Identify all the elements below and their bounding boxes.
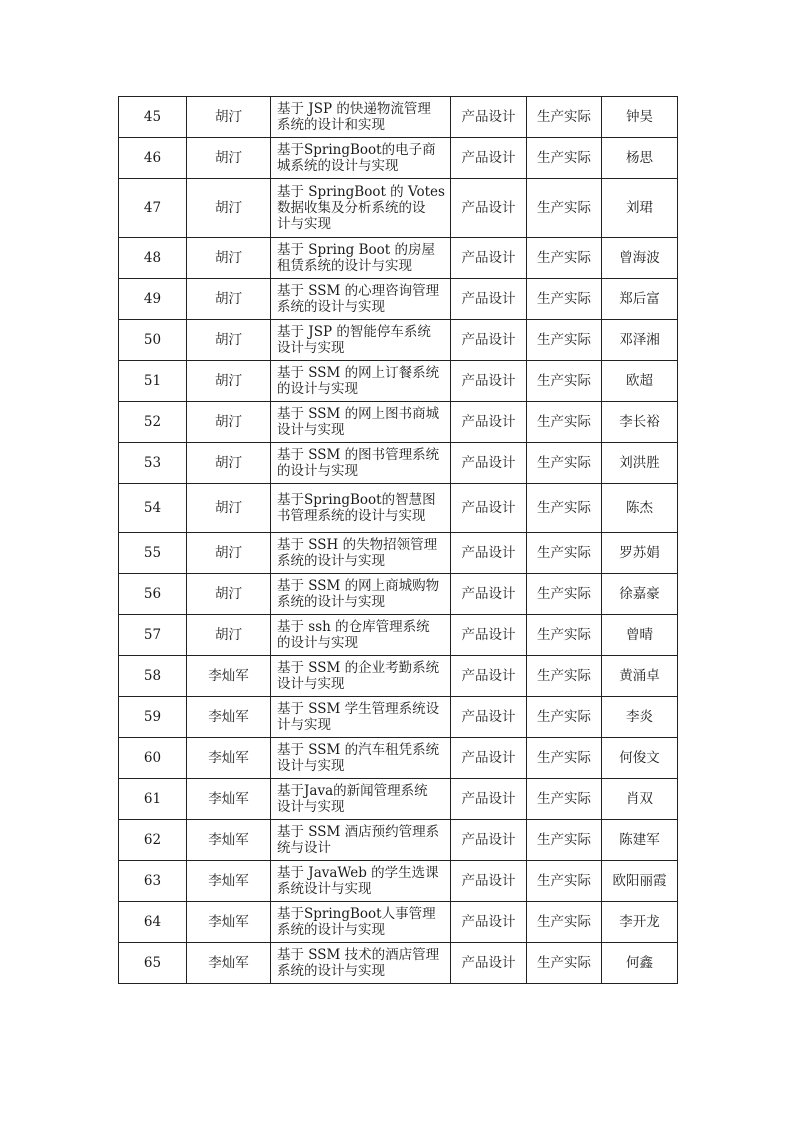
topic-source: 生产实际 — [527, 779, 602, 820]
advisor-name: 胡汀 — [187, 138, 271, 179]
topic-source: 生产实际 — [527, 902, 602, 943]
student-name: 邓泽湘 — [602, 320, 678, 361]
student-name: 徐嘉豪 — [602, 574, 678, 615]
topic-type: 产品设计 — [451, 656, 527, 697]
advisor-name: 胡汀 — [187, 97, 271, 138]
topic-title — [271, 402, 451, 443]
row-number: 46 — [119, 138, 187, 179]
row-number: 54 — [119, 484, 187, 533]
topic-title — [271, 97, 451, 138]
topic-title-line: 设计与实现 — [277, 676, 345, 692]
topic-source: 生产实际 — [527, 279, 602, 320]
table-row — [119, 361, 678, 402]
row-number: 63 — [119, 861, 187, 902]
topic-source: 生产实际 — [527, 238, 602, 279]
topic-title — [271, 697, 451, 738]
student-name: 李炎 — [602, 697, 678, 738]
topic-type: 产品设计 — [451, 361, 527, 402]
student-name: 李开龙 — [602, 902, 678, 943]
topic-source: 生产实际 — [527, 574, 602, 615]
advisor-name: 李灿军 — [187, 943, 271, 984]
topic-title — [271, 574, 451, 615]
topic-title-line: 城系统的设计与实现 — [277, 158, 399, 174]
topic-title-line: 计与实现 — [277, 216, 331, 232]
topic-type: 产品设计 — [451, 533, 527, 574]
student-name: 陈杰 — [602, 484, 678, 533]
student-name: 陈建军 — [602, 820, 678, 861]
topic-title-line: 的设计与实现 — [277, 635, 358, 651]
topic-title — [271, 779, 451, 820]
table-row — [119, 656, 678, 697]
topic-type: 产品设计 — [451, 320, 527, 361]
student-name: 曾海波 — [602, 238, 678, 279]
student-name: 刘洪胜 — [602, 443, 678, 484]
topic-title-line: 基于SpringBoot的智慧图 — [277, 492, 436, 508]
topic-title-line: 数据收集及分析系统的设 — [277, 200, 426, 216]
topic-title-line: 系统的设计与实现 — [277, 963, 385, 979]
topic-title-line: 基于 SSM 的网上商城购物 — [277, 578, 440, 594]
table-row — [119, 238, 678, 279]
topic-title-line: 基于 SSM 学生管理系统设 — [277, 701, 440, 717]
student-name: 曾晴 — [602, 615, 678, 656]
topic-title-line: 基于SpringBoot的电子商 — [277, 142, 436, 158]
topic-title-line: 基于 JSP 的快递物流管理 — [277, 101, 431, 117]
student-name: 何俊文 — [602, 738, 678, 779]
topic-source: 生产实际 — [527, 484, 602, 533]
table-row — [119, 320, 678, 361]
row-number: 64 — [119, 902, 187, 943]
table-row — [119, 279, 678, 320]
topic-title-line: 基于 JSP 的智能停车系统 — [277, 324, 431, 340]
topic-source: 生产实际 — [527, 861, 602, 902]
topic-title-line: 基于 SSM 的心理咨询管理 — [277, 283, 440, 299]
topic-title-line: 书管理系统的设计与实现 — [277, 508, 426, 524]
table-row — [119, 138, 678, 179]
topic-title — [271, 138, 451, 179]
table-row — [119, 615, 678, 656]
row-number: 56 — [119, 574, 187, 615]
topic-title-line: 基于 SSM 技术的酒店管理 — [277, 947, 440, 963]
table-row — [119, 443, 678, 484]
topic-table-body — [119, 97, 678, 984]
topic-type: 产品设计 — [451, 402, 527, 443]
table-row — [119, 402, 678, 443]
topic-title — [271, 738, 451, 779]
student-name: 欧阳丽霞 — [602, 861, 678, 902]
topic-title — [271, 179, 451, 238]
topic-source: 生产实际 — [527, 320, 602, 361]
advisor-name: 胡汀 — [187, 320, 271, 361]
topic-title — [271, 656, 451, 697]
row-number: 58 — [119, 656, 187, 697]
row-number: 47 — [119, 179, 187, 238]
row-number: 61 — [119, 779, 187, 820]
topic-source: 生产实际 — [527, 656, 602, 697]
topic-title-line: 的设计与实现 — [277, 463, 358, 479]
row-number: 45 — [119, 97, 187, 138]
topic-source: 生产实际 — [527, 533, 602, 574]
topic-type: 产品设计 — [451, 738, 527, 779]
topic-title — [271, 484, 451, 533]
table-row — [119, 697, 678, 738]
advisor-name: 李灿军 — [187, 738, 271, 779]
topic-title-line: 设计与实现 — [277, 422, 345, 438]
topic-title-line: 基于 SSM 的网上订餐系统 — [277, 365, 440, 381]
table-row — [119, 738, 678, 779]
topic-type: 产品设计 — [451, 615, 527, 656]
advisor-name: 李灿军 — [187, 697, 271, 738]
topic-title — [271, 443, 451, 484]
row-number: 62 — [119, 820, 187, 861]
topic-title-line: 的设计与实现 — [277, 381, 358, 397]
advisor-name: 胡汀 — [187, 179, 271, 238]
topic-source: 生产实际 — [527, 820, 602, 861]
topic-source: 生产实际 — [527, 738, 602, 779]
table-row — [119, 902, 678, 943]
topic-title-line: 租赁系统的设计与实现 — [277, 258, 412, 274]
row-number: 57 — [119, 615, 187, 656]
topic-type: 产品设计 — [451, 574, 527, 615]
topic-type: 产品设计 — [451, 443, 527, 484]
advisor-name: 胡汀 — [187, 484, 271, 533]
topic-title — [271, 533, 451, 574]
table-row — [119, 779, 678, 820]
student-name: 刘珺 — [602, 179, 678, 238]
topic-title — [271, 820, 451, 861]
topic-title — [271, 615, 451, 656]
topic-type: 产品设计 — [451, 943, 527, 984]
topic-title-line: 基于 SSM 的企业考勤系统 — [277, 660, 440, 676]
topic-title-line: 基于 SSM 的图书管理系统 — [277, 447, 440, 463]
topic-title-line: 系统的设计与实现 — [277, 594, 385, 610]
topic-source: 生产实际 — [527, 138, 602, 179]
topic-source: 生产实际 — [527, 361, 602, 402]
topic-source: 生产实际 — [527, 402, 602, 443]
topic-source: 生产实际 — [527, 179, 602, 238]
topic-title-line: 系统的设计与实现 — [277, 299, 385, 315]
topic-type: 产品设计 — [451, 238, 527, 279]
topic-source: 生产实际 — [527, 443, 602, 484]
table-row — [119, 861, 678, 902]
topic-title-line: 基于 SSM 的汽车租凭系统 — [277, 742, 440, 758]
topic-type: 产品设计 — [451, 861, 527, 902]
advisor-name: 李灿军 — [187, 779, 271, 820]
student-name: 黄涌卓 — [602, 656, 678, 697]
topic-title-line: 基于Java的新闻管理系统 — [277, 783, 428, 799]
topic-title-line: 系统的设计与实现 — [277, 922, 385, 938]
row-number: 55 — [119, 533, 187, 574]
advisor-name: 胡汀 — [187, 279, 271, 320]
advisor-name: 胡汀 — [187, 533, 271, 574]
topic-type: 产品设计 — [451, 179, 527, 238]
topic-source: 生产实际 — [527, 943, 602, 984]
table-row — [119, 943, 678, 984]
advisor-name: 李灿军 — [187, 902, 271, 943]
topic-title-line: 基于 SpringBoot 的 Votes — [277, 184, 445, 200]
topic-title-line: 系统的设计和实现 — [277, 117, 385, 133]
student-name: 罗苏娟 — [602, 533, 678, 574]
topic-title-line: 设计与实现 — [277, 340, 345, 356]
topic-title-line: 系统的设计与实现 — [277, 553, 385, 569]
table-row — [119, 97, 678, 138]
topic-title-line: 统与设计 — [277, 840, 331, 856]
row-number: 51 — [119, 361, 187, 402]
topic-title-line: 基于 SSH 的失物招领管理 — [277, 537, 438, 553]
topic-title — [271, 279, 451, 320]
row-number: 59 — [119, 697, 187, 738]
topic-title — [271, 902, 451, 943]
topic-title — [271, 238, 451, 279]
topic-title-line: 基于SpringBoot人事管理 — [277, 906, 436, 922]
topic-title-line: 基于 JavaWeb 的学生选课 — [277, 865, 439, 881]
topic-type: 产品设计 — [451, 902, 527, 943]
table-row — [119, 574, 678, 615]
topic-type: 产品设计 — [451, 484, 527, 533]
table-row — [119, 820, 678, 861]
advisor-name: 李灿军 — [187, 861, 271, 902]
topic-source: 生产实际 — [527, 697, 602, 738]
advisor-name: 李灿军 — [187, 820, 271, 861]
student-name: 欧超 — [602, 361, 678, 402]
topic-title-line: 计与实现 — [277, 717, 331, 733]
topic-title-line: 基于 ssh 的仓库管理系统 — [277, 619, 430, 635]
student-name: 钟昊 — [602, 97, 678, 138]
topic-type: 产品设计 — [451, 697, 527, 738]
student-name: 郑后富 — [602, 279, 678, 320]
row-number: 52 — [119, 402, 187, 443]
topic-title-line: 系统设计与实现 — [277, 881, 372, 897]
row-number: 60 — [119, 738, 187, 779]
advisor-name: 胡汀 — [187, 574, 271, 615]
topic-table — [118, 96, 678, 984]
topic-type: 产品设计 — [451, 779, 527, 820]
topic-title — [271, 943, 451, 984]
student-name: 杨思 — [602, 138, 678, 179]
topic-title-line: 设计与实现 — [277, 758, 345, 774]
topic-type: 产品设计 — [451, 820, 527, 861]
row-number: 49 — [119, 279, 187, 320]
table-row — [119, 533, 678, 574]
topic-title-line: 基于 Spring Boot 的房屋 — [277, 242, 435, 258]
row-number: 48 — [119, 238, 187, 279]
student-name: 肖双 — [602, 779, 678, 820]
row-number: 53 — [119, 443, 187, 484]
topic-title — [271, 320, 451, 361]
table-row — [119, 179, 678, 238]
advisor-name: 胡汀 — [187, 361, 271, 402]
advisor-name: 李灿军 — [187, 656, 271, 697]
topic-source: 生产实际 — [527, 97, 602, 138]
topic-title — [271, 861, 451, 902]
row-number: 50 — [119, 320, 187, 361]
topic-title — [271, 361, 451, 402]
topic-title-line: 基于 SSM 的网上图书商城 — [277, 406, 440, 422]
topic-type: 产品设计 — [451, 97, 527, 138]
topic-title-line: 设计与实现 — [277, 799, 345, 815]
student-name: 何鑫 — [602, 943, 678, 984]
advisor-name: 胡汀 — [187, 402, 271, 443]
advisor-name: 胡汀 — [187, 238, 271, 279]
student-name: 李长裕 — [602, 402, 678, 443]
advisor-name: 胡汀 — [187, 615, 271, 656]
topic-type: 产品设计 — [451, 138, 527, 179]
topic-type: 产品设计 — [451, 279, 527, 320]
table-row — [119, 484, 678, 533]
topic-title-line: 基于 SSM 酒店预约管理系 — [277, 824, 440, 840]
row-number: 65 — [119, 943, 187, 984]
topic-source: 生产实际 — [527, 615, 602, 656]
advisor-name: 胡汀 — [187, 443, 271, 484]
